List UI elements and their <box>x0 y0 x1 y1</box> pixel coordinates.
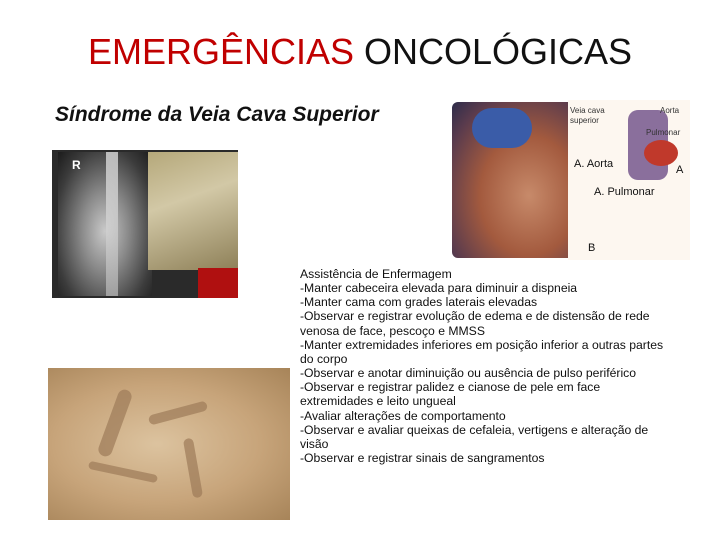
text-line: do corpo <box>300 351 348 366</box>
xray-spine-shadow <box>106 152 118 296</box>
label-letter-a: A <box>676 164 684 176</box>
text-line: -Manter cama com grades laterais elevadas <box>300 295 538 310</box>
nursing-care-text <box>300 267 710 465</box>
label-a-aorta: A. Aorta <box>574 158 614 170</box>
abdomen-vein <box>183 438 203 499</box>
label-a-pulmonar: A. Pulmonar <box>594 186 655 198</box>
slide-title <box>0 30 720 74</box>
text-line: extremidades e leito ungueal <box>300 394 456 409</box>
text-line: -Manter extremidades inferiores em posição inferior a outras partes <box>300 337 664 352</box>
text-line: venosa de face, pescoço e MMSS <box>300 323 485 338</box>
abdomen-photo <box>48 368 290 520</box>
xray-and-shoulder-image <box>52 150 238 298</box>
abdomen-vein <box>148 400 209 425</box>
heart-anatomy-figure <box>450 100 690 260</box>
text-line: Assistência de Enfermagem <box>300 267 452 281</box>
label-pulmonar-small: Pulmonar <box>646 128 681 137</box>
label-veia-cava: Veia cava superior <box>570 106 605 125</box>
red-overlay-block <box>198 268 238 298</box>
label-aorta-small: Aorta <box>660 106 680 115</box>
text-line: -Observar e registrar palidez e cianose de pele em face <box>300 380 601 395</box>
text-line: -Observar e anotar diminuição ou ausência de pulso periférico <box>300 366 637 381</box>
text-line: -Observar e avaliar queixas de cefaleia, vertigens e alteração de <box>300 422 649 437</box>
slide-subtitle: Síndrome da Veia Cava Superior <box>55 103 379 126</box>
shoulder-photo <box>148 152 238 270</box>
text-line: -Avaliar alterações de comportamento <box>300 408 506 423</box>
xray-marker-letter: R <box>72 158 81 172</box>
abdomen-vein <box>88 461 158 483</box>
text-line: -Manter cabeceira elevada para diminuir a dispneia <box>300 281 578 296</box>
text-line: visão <box>300 436 329 451</box>
text-line: -Observar e registrar sinais de sangramentos <box>300 451 545 466</box>
text-line: -Observar e registrar evolução de edema e de distensão de rede <box>300 309 650 324</box>
chest-xray <box>58 152 152 296</box>
vena-cava-vessel <box>472 108 532 148</box>
label-letter-b: B <box>588 242 596 254</box>
abdomen-vein <box>96 388 133 459</box>
detail-red-region <box>644 140 678 166</box>
title-highlight: EMERGÊNCIAS <box>87 31 354 72</box>
title-rest: ONCOLÓGICAS <box>364 31 633 72</box>
